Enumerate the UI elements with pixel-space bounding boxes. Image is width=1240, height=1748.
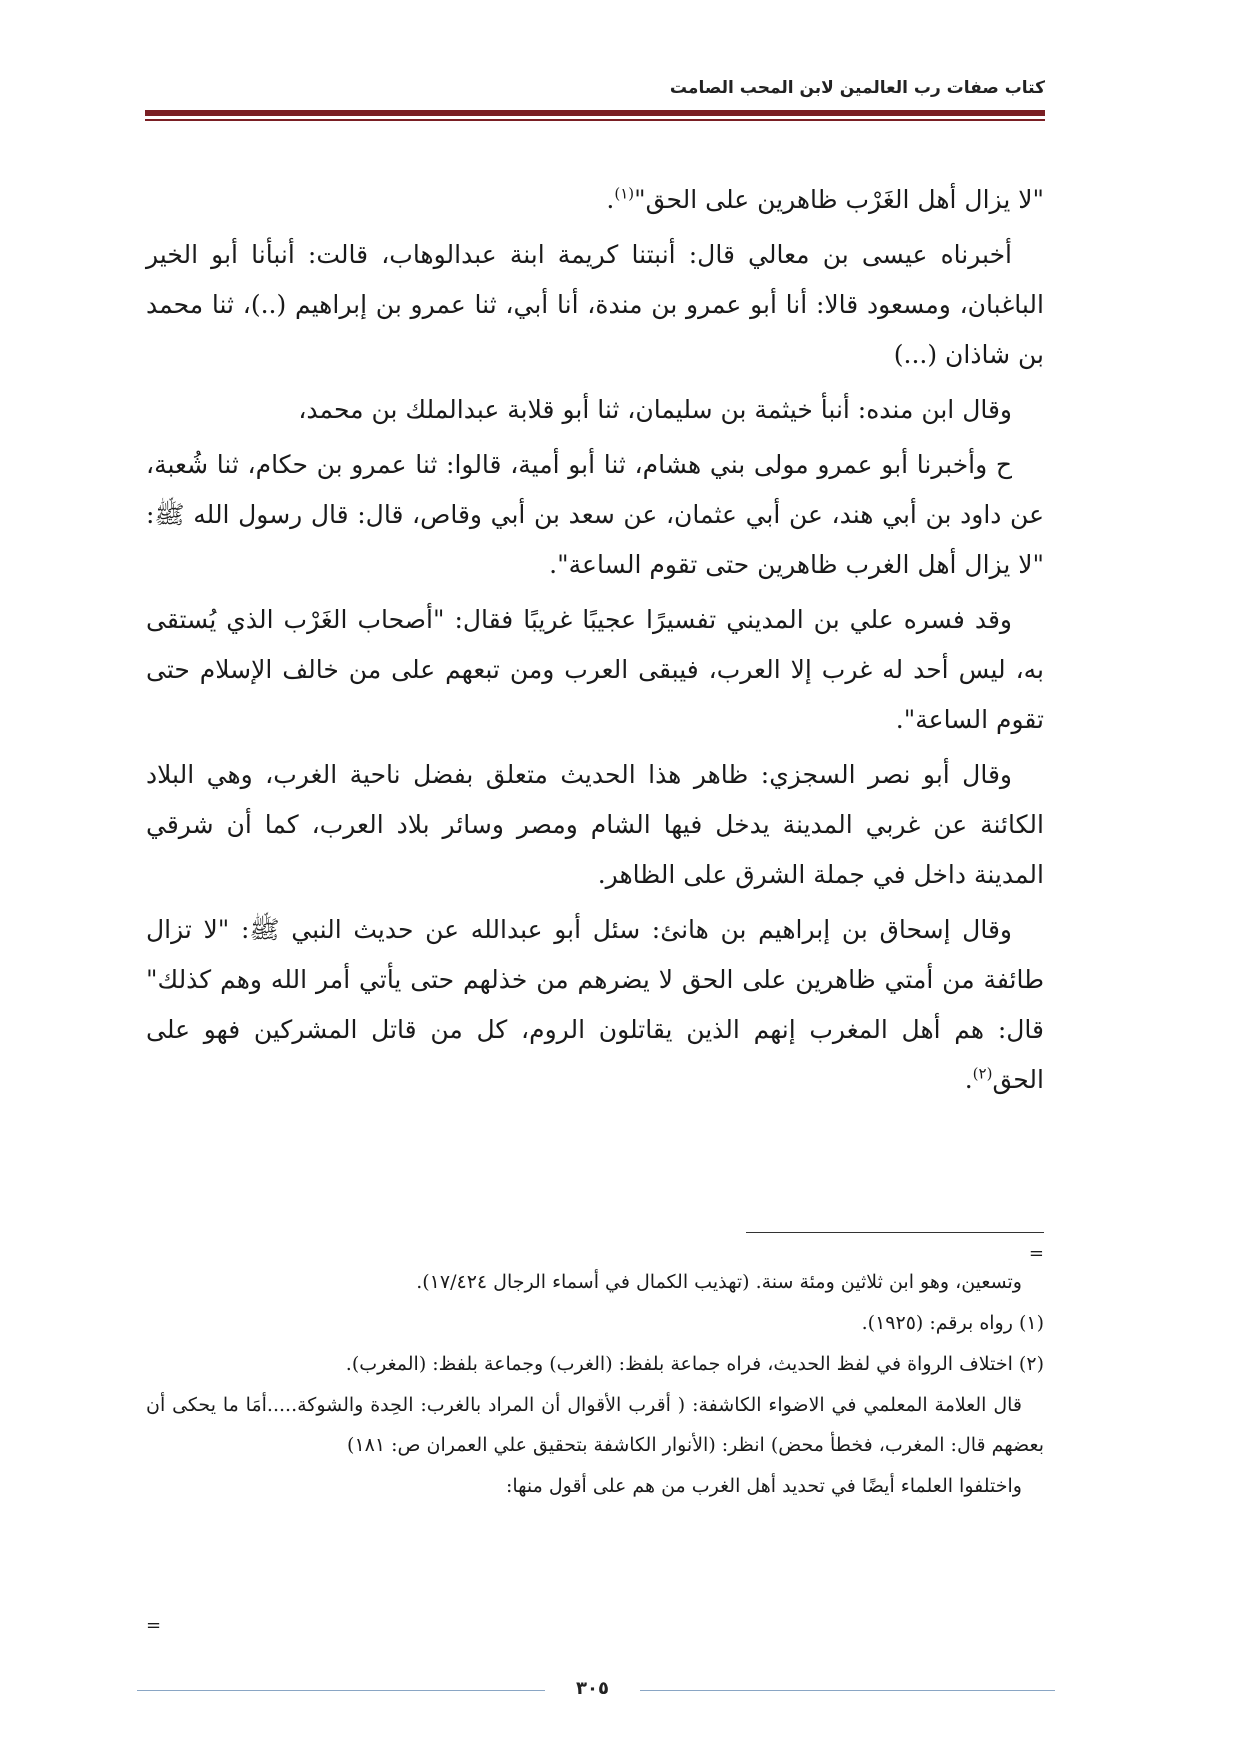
footnote-continued-mark: =	[1028, 1243, 1044, 1264]
page-number: ٣٠٥	[576, 1678, 609, 1699]
header-rule	[145, 110, 1045, 116]
paragraph: وقال إسحاق بن إبراهيم بن هانئ: سئل أبو عبدالله عن حديث النبي ﷺ: "لا تزال طائفة من أمتي ظاهرين على الحق لا يضرهم من خذلهم حتى يأتي أمر الله وهم كذلك" قال: هم أهل المغرب إنهم الذين يقاتلون الروم، كل من قاتل المشركين فهو على الحق$^{(٢)}$.	[146, 915, 1044, 1094]
hadith-quote: "لا يزال أهل الغَرْب ظاهرين على الحق"$^{(١)}$.	[606, 184, 1044, 214]
footnote-ref-1: (١)	[614, 184, 635, 203]
footnote-2: (٢) اختلاف الرواة في لفظ الحديث، فراه جماعة بلفظ: (الغرب) وجماعة بلفظ: (المغرب).	[345, 1353, 1044, 1375]
paragraph: ح وأخبرنا أبو عمرو مولى بني هشام، ثنا أبو أمية، قالوا: ثنا عمرو بن حكام، ثنا شُعبة، عن داود بن أبي هند، عن أبي عثمان، عن سعد بن أبي وقاص، قال: قال رسول الله ﷺ: "لا يزال أهل الغرب ظاهرين حتى تقوم الساعة".	[146, 450, 1044, 579]
footer-rule-left	[137, 1690, 545, 1691]
footnote-2-text: قال العلامة المعلمي في الاضواء الكاشفة: ( أقرب الأقوال أن المراد بالغرب: الحِدة والشوكة.....أمَا ما يحكى أن بعضهم قال: المغرب، فخطأ محض) انظر: (الأنوار الكاشفة بتحقيق علي العمران ص: ١٨١)	[146, 1394, 1044, 1456]
main-text	[146, 175, 1044, 1110]
paragraph: وقال أبو نصر السجزي: ظاهر هذا الحديث متعلق بفضل ناحية الغرب، وهي البلاد الكائنة عن غربي المدينة يدخل فيها الشام ومصر وسائر بلاد العرب، كما أن شرقي المدينة داخل في جملة الشرق على الظاهر.	[146, 760, 1044, 889]
footnote-ref-2: (٢)	[972, 1064, 993, 1083]
footnote-separator	[746, 1232, 1044, 1233]
footnote-continuation: وتسعين، وهو ابن ثلاثين ومئة سنة. (تهذيب الكمال في أسماء الرجال ١٧/٤٢٤).	[416, 1271, 1022, 1293]
running-header: كتاب صفات رب العالمين لابن المحب الصامت	[669, 78, 1045, 98]
footnotes	[146, 1262, 1044, 1507]
paragraph: وقد فسره علي بن المديني تفسيرًا عجيبًا غريبًا فقال: "أصحاب الغَرْب الذي يُستقى به، ليس أحد له غرب إلا العرب، فيبقى العرب ومن تبعهم على من خالف الإسلام حتى تقوم الساعة".	[146, 605, 1044, 734]
footer-rule-right	[640, 1690, 1055, 1691]
footnote-2-more: واختلفوا العلماء أيضًا في تحديد أهل الغرب من هم على أقول منها:	[505, 1475, 1022, 1497]
footnote-1: (١) رواه برقم: (١٩٢٥).	[861, 1312, 1044, 1334]
footnote-more-mark: =	[146, 1615, 162, 1636]
paragraph: وقال ابن منده: أنبأ خيثمة بن سليمان، ثنا أبو قلابة عبدالملك بن محمد،	[298, 395, 1012, 424]
paragraph: أخبرناه عيسى بن معالي قال: أنبتنا كريمة ابنة عبدالوهاب، قالت: أنبأنا أبو الخير الباغبان، ومسعود قالا: أنا أبو عمرو بن مندة، أنا أبي، ثنا عمرو بن إبراهيم (..)، ثنا محمد بن شاذان (...)	[146, 240, 1044, 369]
header-rule-thin	[145, 119, 1045, 121]
